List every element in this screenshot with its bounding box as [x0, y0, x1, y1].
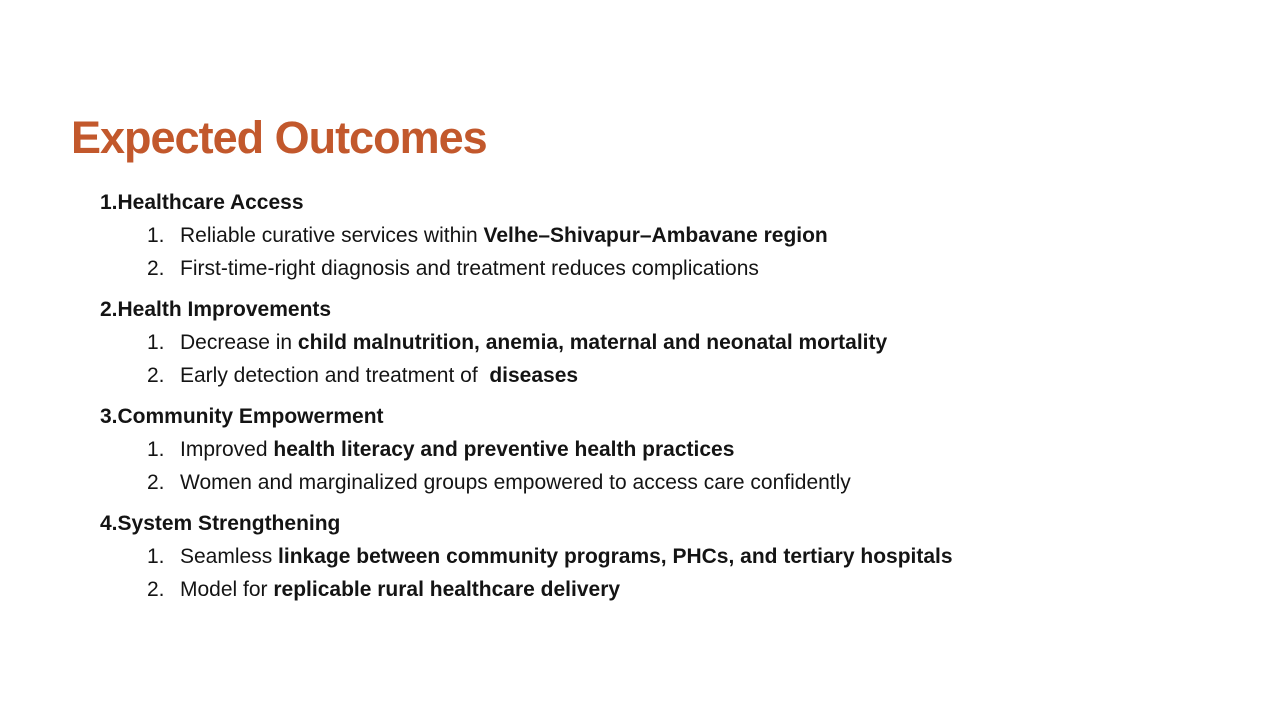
item-text: [180, 219, 828, 252]
item-text-regular: Model for: [180, 578, 274, 601]
item-text-bold: linkage between community programs, PHCs, and tertiary hospitals: [278, 545, 953, 568]
item-text: [180, 252, 759, 285]
item-text: [180, 359, 578, 392]
item-text: [180, 540, 953, 573]
section-number: 4.: [100, 512, 118, 535]
item-text-bold: health literacy and preventive health practices: [273, 438, 735, 461]
section-number: 1.: [100, 191, 118, 214]
item-number: 1.: [147, 545, 165, 568]
item-text-regular: Decrease in: [180, 331, 298, 354]
item-text: [180, 433, 734, 466]
item-number: 1.: [147, 224, 165, 247]
item-text-regular: Women and marginalized groups empowered to access care confidently: [180, 471, 851, 494]
list-item: [100, 540, 1240, 573]
section-heading: [100, 507, 1240, 540]
outcome-section-system-strengthening: [100, 507, 1240, 606]
item-text-regular: Improved: [180, 438, 274, 461]
section-heading: [100, 400, 1240, 433]
item-text: [180, 573, 620, 606]
item-text-bold: Velhe–Shivapur–Ambavane region: [483, 224, 828, 247]
item-text-bold: replicable rural healthcare delivery: [273, 578, 621, 601]
list-item: [100, 359, 1240, 392]
section-heading: [100, 186, 1240, 219]
item-number: 1.: [147, 438, 165, 461]
section-heading-label: Community Empowerment: [117, 405, 384, 428]
item-number: 2.: [147, 578, 165, 601]
list-item: [100, 573, 1240, 606]
item-text-regular: Seamless: [180, 545, 279, 568]
outcome-section-health-improvements: [100, 293, 1240, 392]
list-item: [100, 433, 1240, 466]
item-text-bold: diseases: [489, 364, 579, 387]
list-item: [100, 466, 1240, 499]
section-heading-label: Health Improvements: [117, 298, 332, 321]
item-text-regular: First-time-right diagnosis and treatment reduces complications: [180, 257, 759, 280]
section-heading-label: System Strengthening: [117, 512, 341, 535]
outcomes-list: [100, 186, 1240, 614]
section-number: 3.: [100, 405, 118, 428]
list-item: [100, 252, 1240, 285]
section-heading: [100, 293, 1240, 326]
page-title: Expected Outcomes: [71, 112, 487, 164]
item-number: 2.: [147, 257, 165, 280]
section-number: 2.: [100, 298, 118, 321]
outcome-section-healthcare-access: [100, 186, 1240, 285]
list-item: [100, 219, 1240, 252]
item-text-regular: Reliable curative services within: [180, 224, 484, 247]
outcome-section-community-empowerment: [100, 400, 1240, 499]
section-heading-label: Healthcare Access: [117, 191, 304, 214]
item-number: 2.: [147, 471, 165, 494]
item-text-regular: Early detection and treatment of: [180, 364, 490, 387]
item-number: 2.: [147, 364, 165, 387]
item-text-bold: child malnutrition, anemia, maternal and neonatal mortality: [297, 331, 888, 354]
item-text: [180, 326, 887, 359]
list-item: [100, 326, 1240, 359]
item-text: [180, 466, 851, 499]
item-number: 1.: [147, 331, 165, 354]
